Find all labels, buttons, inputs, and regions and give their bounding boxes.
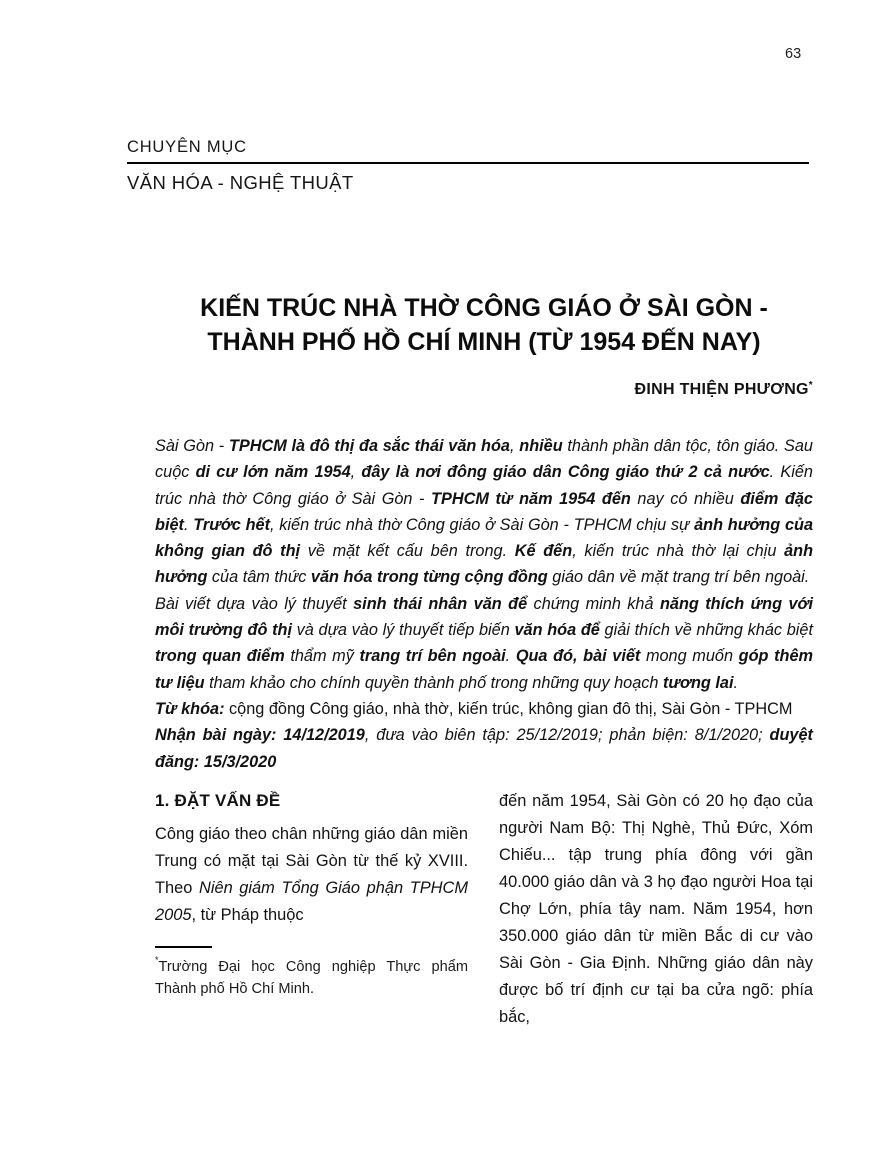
right-column xyxy=(499,788,813,1031)
footnote-text xyxy=(155,956,468,1000)
author-note-mark: * xyxy=(808,380,813,391)
keywords-text: cộng đồng Công giáo, nhà thờ, kiến trúc, không gian đô thị, Sài Gòn - TPHCM xyxy=(224,699,793,718)
article-title: KIẾN TRÚC NHÀ THỜ CÔNG GIÁO Ở SÀI GÒN - THÀNH PHỐ HỒ CHÍ MINH (TỪ 1954 ĐẾN NAY) xyxy=(200,294,768,356)
abstract-paragraph-1: Sài Gòn - TPHCM là đô thị đa sắc thái văn hóa, nhiều thành phần dân tộc, tôn giáo. Sau cuộc di cư lớn năm 1954, đây là nơi đông giáo dân Công giáo thứ 2 cả nước. Kiến trúc nhà thờ Công giáo ở Sài Gòn - TPHCM từ năm 1954 đến nay có nhiều điểm đặc biệt. Trước hết, kiến trúc nhà thờ Công giáo ở Sài Gòn - TPHCM chịu sự ảnh hưởng của không gian đô thị về mặt kết cấu bên trong. Kế đến, kiến trúc nhà thờ lại chịu ảnh hưởng của tâm thức văn hóa trong từng cộng đồng giáo dân về mặt trang trí bên ngoài. xyxy=(155,437,814,587)
body-paragraph-right: đến năm 1954, Sài Gòn có 20 họ đạo của người Nam Bộ: Thị Nghè, Thủ Đức, Xóm Chiếu... tập trung phía đông với gần 40.000 giáo dân và 3 họ đạo người Hoa tại Chợ Lớn, phía tây nam. Năm 1954, hơn 350.000 giáo dân từ miền Bắc di cư vào Sài Gòn - Gia Định. Những giáo dân này được bố trí định cư tại ba cửa ngõ: phía bắc, xyxy=(499,791,813,1026)
body-paragraph-left: Công giáo theo chân những giáo dân miền Trung có mặt tại Sài Gòn từ thế kỷ XVIII. Theo Niên giám Tổng Giáo phận TPHCM 2005, từ Pháp thuộc xyxy=(155,824,468,924)
section-kicker: CHUYÊN MỤC xyxy=(127,138,247,156)
footnote xyxy=(155,946,468,1000)
footnote-rule xyxy=(155,946,212,948)
page-number: 63 xyxy=(785,46,802,62)
footnote-body: Trường Đại học Công nghiệp Thực phẩm Thành phố Hồ Chí Minh. xyxy=(155,958,468,997)
abstract-paragraph-2: Bài viết dựa vào lý thuyết sinh thái nhân văn để chứng minh khả năng thích ứng với môi trường đô thị và dựa vào lý thuyết tiếp biến văn hóa để giải thích về những khác biệt trong quan điểm thẩm mỹ trang trí bên ngoài. Qua đó, bài viết mong muốn góp thêm tư liệu tham khảo cho chính quyền thành phố trong những quy hoạch tương lai. xyxy=(155,594,813,692)
article-body xyxy=(155,291,813,1031)
footnote-mark: * xyxy=(155,954,159,965)
dates-line: Nhận bài ngày: 14/12/2019, đưa vào biên tập: 25/12/2019; phản biện: 8/1/2020; duyệt đăng: 15/3/2020 xyxy=(155,726,813,771)
section-heading: 1. ĐẶT VẤN ĐỀ xyxy=(155,790,281,810)
two-column-section xyxy=(155,788,813,1031)
author-line xyxy=(155,381,813,399)
section-title: VĂN HÓA - NGHỆ THUẬT xyxy=(127,172,354,193)
left-column xyxy=(155,788,468,1031)
keywords-label: Từ khóa: xyxy=(155,699,225,718)
abstract xyxy=(155,433,813,775)
header-rule xyxy=(127,162,809,164)
keywords-line xyxy=(155,696,813,722)
author-name: ĐINH THIỆN PHƯƠNG xyxy=(634,381,809,398)
